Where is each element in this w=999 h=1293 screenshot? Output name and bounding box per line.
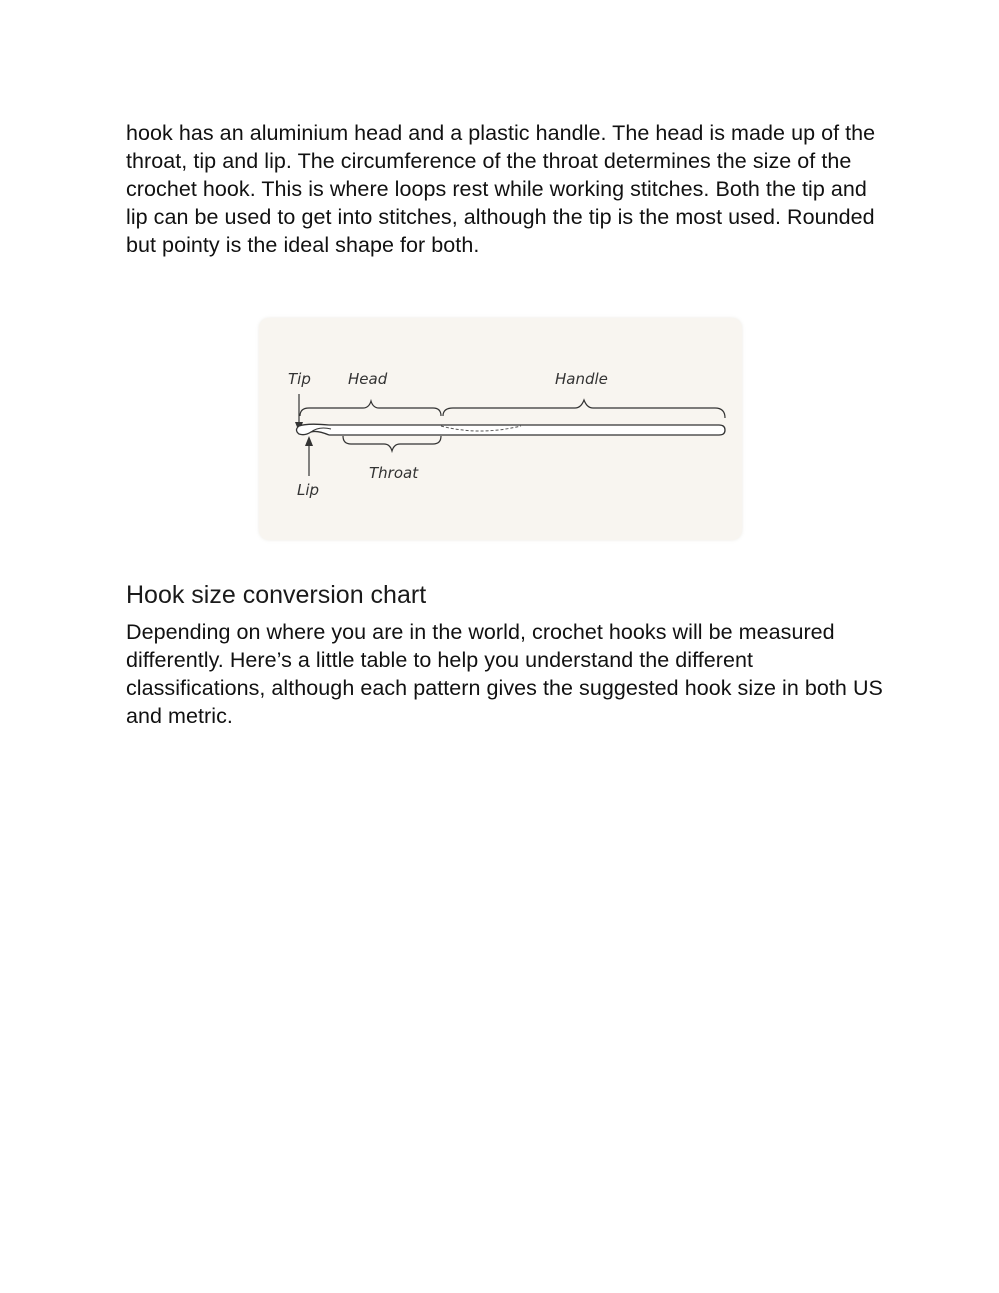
crochet-hook-diagram bbox=[259, 318, 742, 540]
handle-label: Handle bbox=[555, 370, 608, 388]
crochet-hook-body bbox=[297, 424, 726, 435]
head-brace bbox=[300, 401, 441, 416]
throat-label: Throat bbox=[369, 464, 419, 482]
throat-brace bbox=[343, 436, 441, 451]
lip-label: Lip bbox=[297, 481, 320, 499]
head-label: Head bbox=[348, 370, 388, 388]
tip-label: Tip bbox=[288, 370, 311, 388]
body-paragraph-measurement: Depending on where you are in the world, crochet hooks will be measured differently. Here’s a little table to help you understand the different classifications, although each pattern gives the suggested hook size in both US and metric. bbox=[126, 620, 883, 729]
section-heading-hook-size: Hook size conversion chart bbox=[126, 581, 427, 609]
crochet-hook-illustration bbox=[259, 318, 742, 540]
lip-arrow bbox=[305, 436, 313, 476]
body-paragraph-hook-anatomy: hook has an aluminium head and a plastic handle. The head is made up of the throat, tip and lip. The circumference of the throat determines the size of the crochet hook. This is where loops rest while working stitches. Both the tip and lip can be used to get into stitches, although the tip is the most used. Rounded but pointy is the ideal shape for both. bbox=[126, 121, 876, 258]
handle-brace bbox=[443, 400, 725, 418]
